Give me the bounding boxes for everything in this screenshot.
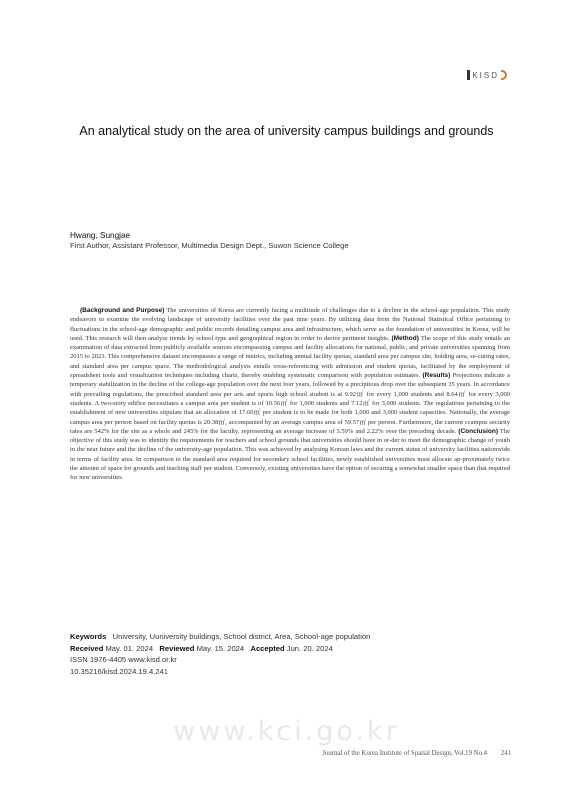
method-text: The scope of this study entails an examination of data extracted from publicly available sources encompassing campus and facility allocations for national, public, and private universities spanning from 2015 to 2023. This comprehensive dataset encompasses a range of metrics, including annual facility quotas, standard area per campus site, holding area, se-curing rates, and standard area per campus space. The methodological analysis entails cross-referencing with admission and student quotas, facilitated by the employment of spreadsheet tools and visualization techniques including charts, thereby enabling systematic comparison with population estimates. <box>70 334 511 380</box>
conclusion-label: (Conclusion) <box>458 427 498 435</box>
kisd-logo <box>467 70 507 80</box>
method-label: (Method) <box>391 334 419 342</box>
results-text: Projections indicate a temporary stabilization in the decline of the college-age population over the next four years, followed by a precipitous drop over the subsequent 35 years. In accordance with prevailing regulations, the prescribed standard area per arts and sports high school student is at 9.92㎡ for every 1,000 students and 8.64㎡ for every 3,000 students. A two-story edifice necessitates a campus area per student is of 10.56㎡ for 1,000 students and 7.12㎡ for 3,000 students. The regulations pertaining to the establishment of new universities stipulate that an allocation of 17.60㎡ per student is to be made for both 1,000 and 3,000 student capacities. Nationally, the average campus area per person based on facility quotas is 20.38㎡, accompanied by an average campus area of 59.57㎡ per person. Furthermore, the current ccampus security rates are 542% for the site as a whole and 245% for the faculty, representing an average increase of 3.59% and 2.22% over the preceding decade. <box>70 372 510 435</box>
article-meta <box>70 631 370 677</box>
background-label: (Background and Purpose) <box>80 307 165 314</box>
received-date: May. 01. 2024 <box>105 643 154 653</box>
doi-line: 10.35216/kisd.2024.19.4.241 <box>70 666 168 676</box>
accepted-date: Jun. 20. 2024 <box>286 643 333 653</box>
page-number: 241 <box>500 750 511 757</box>
author-name: Hwang, Sungjae <box>70 231 131 240</box>
reviewed-date: May. 15. 2024 <box>196 643 245 653</box>
results-label: (Results) <box>422 372 451 380</box>
received-label: Received <box>70 643 104 653</box>
dates-line <box>70 643 370 655</box>
reviewed-label: Reviewed <box>159 643 195 653</box>
logo-bar-icon <box>467 70 470 80</box>
paper-title: An analytical study on the area of university campus buildings and grounds <box>79 124 494 138</box>
author-affiliation: First Author, Assistant Professor, Multimedia Design Dept., Suwon Science College <box>70 241 349 250</box>
logo-arc-icon <box>501 70 507 80</box>
abstract <box>70 306 510 483</box>
abstract-paragraph <box>70 306 510 483</box>
keywords-value: University, Uuniversity buildings, School district, Area, School-age population <box>112 632 371 641</box>
background-text: The universities of Korea are currently facing a multitude of challenges due to a decline in the school-age population. This study endeavors to examine the evolving landscape of university facilities over the past nine years. By utilizing data from the National Statistical Office pertaining to fluctuations in the school-age demographic and public records detailing campus area and infrastructure, which serve as the foundation of universities in Korea, will be used. This research will then analyse trends by school type and geographical region in order to derive pertinent insights. <box>70 307 510 342</box>
conclusion-text: The objective of this study was to identify the requirements for teachers and school grounds that universities should have in or-der to meet the demographic change of youth in the near future and the decline of the university-age population. This was achieved by analysing Korean laws and the current status of university facilities nationwide in terms of facility area. In comparison to the standard area required for secondary school facilities, newly established universities must allocate ap-proximately twice the amount of space for grounds and teaching staff per student. Conversely, existing universities have the option of securing a somewhat smaller space than that required for new universities. <box>70 427 510 482</box>
keywords-label: Keywords <box>70 632 107 641</box>
keywords-line <box>70 631 370 643</box>
issn-line: ISSN 1976-4405 www.kisd.or.kr <box>70 655 177 665</box>
kci-watermark: www.kci.go.kr <box>173 716 400 747</box>
accepted-label: Accepted <box>250 643 285 653</box>
page-footer <box>322 750 511 757</box>
logo-text: KISD <box>472 70 499 80</box>
journal-name: Journal of the Korea Institute of Spatial Design, Vol.19 No.4 <box>322 750 488 757</box>
